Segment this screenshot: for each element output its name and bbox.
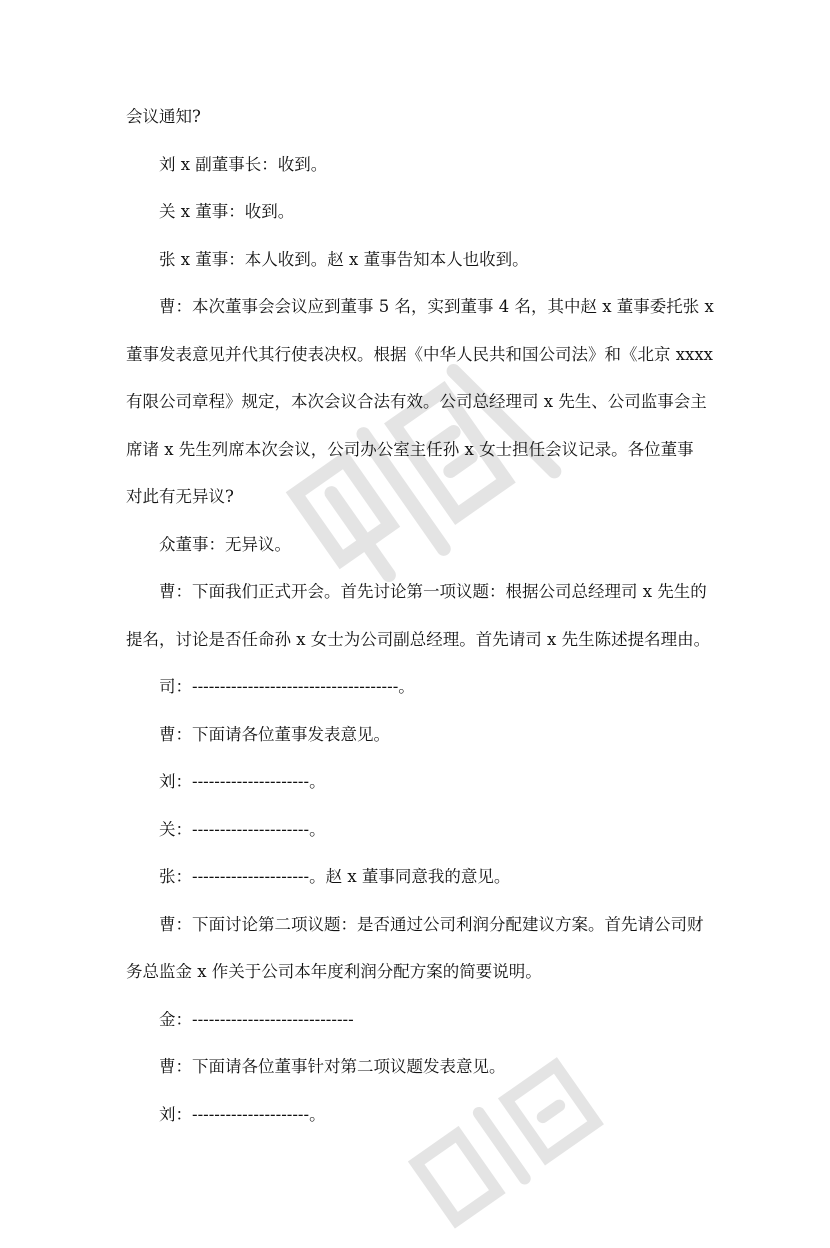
text-line: 曹：下面我们正式开会。首先讨论第一项议题：根据公司总经理司 x 先生的 — [159, 582, 707, 601]
text-line: 关 x 董事：收到。 — [159, 202, 295, 221]
text-line: 有限公司章程》规定，本次会议合法有效。公司总经理司 x 先生、公司监事会主 — [126, 392, 707, 411]
text-line: 曹：下面请各位董事发表意见。 — [159, 724, 390, 744]
text-line: 众董事：无异议。 — [159, 534, 291, 554]
text-line: 对此有无异议? — [126, 487, 234, 506]
text-line: 曹：下面讨论第二项议题：是否通过公司利润分配建议方案。首先请公司财 — [159, 914, 704, 934]
text-line: 曹：本次董事会会议应到董事 5 名，实到董事 4 名，其中赵 x 董事委托张 x — [159, 297, 714, 316]
text-line: 张 x 董事：本人收到。赵 x 董事告知本人也收到。 — [159, 249, 529, 269]
text-line: 刘：---------------------。 — [159, 772, 326, 791]
text-line: 司：-------------------------------------。 — [159, 677, 415, 696]
text-line: 务总监金 x 作关于公司本年度利润分配方案的简要说明。 — [126, 962, 542, 981]
text-line: 关：---------------------。 — [159, 819, 326, 839]
text-line: 席诸 x 先生列席本次会议，公司办公室主任孙 x 女士担任会议记录。各位董事 — [126, 439, 694, 459]
text-line: 会议通知? — [126, 107, 201, 126]
text-line: 刘：---------------------。 — [159, 1104, 326, 1124]
document-body — [126, 106, 716, 1151]
text-line: 刘 x 副董事长：收到。 — [159, 154, 328, 174]
text-line: 董事发表意见并代其行使表决权。根据《中华人民共和国公司法》和《北京 xxxx — [126, 344, 713, 364]
text-line: 金：----------------------------- — [159, 1009, 354, 1029]
text-line: 提名，讨论是否任命孙 x 女士为公司副总经理。首先请司 x 先生陈述提名理由。 — [126, 629, 711, 649]
text-line: 张：---------------------。赵 x 董事同意我的意见。 — [159, 867, 511, 886]
text-line: 曹：下面请各位董事针对第二项议题发表意见。 — [159, 1057, 506, 1076]
